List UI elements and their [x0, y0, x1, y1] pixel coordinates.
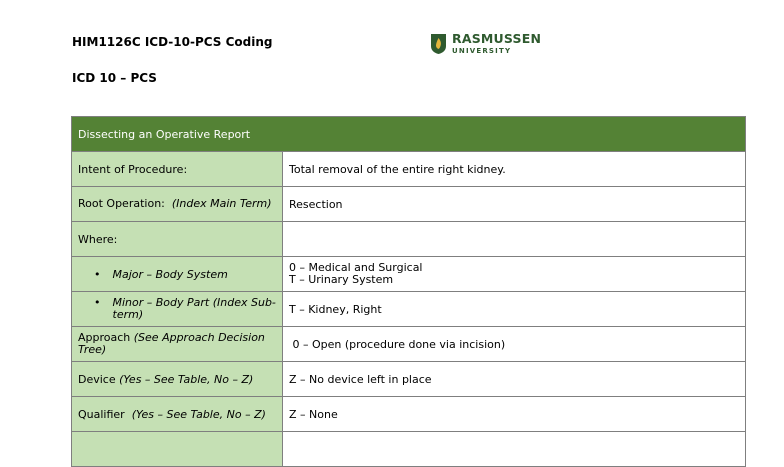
row-label [72, 362, 283, 397]
where-value [283, 222, 746, 257]
row-label [72, 327, 283, 362]
where-label: Where: [78, 232, 118, 246]
table-row [72, 152, 746, 187]
qualifier-label: Qualifier [78, 407, 125, 421]
major-value-line1: 0 – Medical and Surgical [289, 261, 423, 274]
logo-name: RASMUSSEN [452, 31, 542, 47]
row-label [72, 292, 283, 327]
row-label [72, 397, 283, 432]
device-value: Z – No device left in place [283, 362, 746, 397]
approach-value [283, 327, 746, 362]
device-label-note: (Yes – See Table, No – Z) [119, 372, 254, 386]
logo-subtext: UNIVERSITY [452, 46, 512, 55]
major-value [283, 257, 746, 292]
minor-label: Minor – Body Part (Index Sub-term) [112, 296, 276, 321]
row-label [72, 222, 283, 257]
row-value [283, 432, 746, 467]
table-row [72, 257, 746, 292]
operative-report-table [71, 116, 746, 467]
table-title: Dissecting an Operative Report [72, 117, 746, 152]
row-label [72, 257, 283, 292]
row-label [72, 152, 283, 187]
table-row [72, 222, 746, 257]
qualifier-value: Z – None [283, 397, 746, 432]
root-label: Root Operation: [78, 197, 165, 210]
intent-label: Intent of Procedure: [78, 162, 188, 176]
flame-shield-icon [430, 33, 447, 55]
course-title: HIM1126C ICD-10-PCS Coding [72, 35, 273, 49]
section-subtitle: ICD 10 – PCS [72, 71, 157, 85]
table-row [72, 362, 746, 397]
table-row [72, 187, 746, 222]
university-logo [430, 33, 541, 55]
bullet-icon: • [94, 296, 101, 309]
minor-value: T – Kidney, Right [283, 292, 746, 327]
table-row [72, 292, 746, 327]
table-row [72, 397, 746, 432]
table-row [72, 432, 746, 467]
bullet-icon: • [94, 267, 101, 281]
root-label-note: (Index Main Term) [171, 197, 272, 210]
table-row [72, 327, 746, 362]
major-value-line2: T – Urinary System [289, 273, 394, 286]
row-label [72, 432, 283, 467]
approach-label-note: (See Approach Decision Tree) [78, 331, 265, 356]
approach-label: Approach [78, 331, 131, 344]
row-label [72, 187, 283, 222]
approach-value-text: 0 – Open (procedure done via incision) [292, 337, 506, 351]
qualifier-label-note: (Yes – See Table, No – Z) [131, 407, 266, 421]
table-header-row [72, 117, 746, 152]
root-value: Resection [283, 187, 746, 222]
intent-value: Total removal of the entire right kidney. [283, 152, 746, 187]
device-label: Device [78, 372, 116, 386]
major-label: Major – Body System [112, 267, 228, 281]
